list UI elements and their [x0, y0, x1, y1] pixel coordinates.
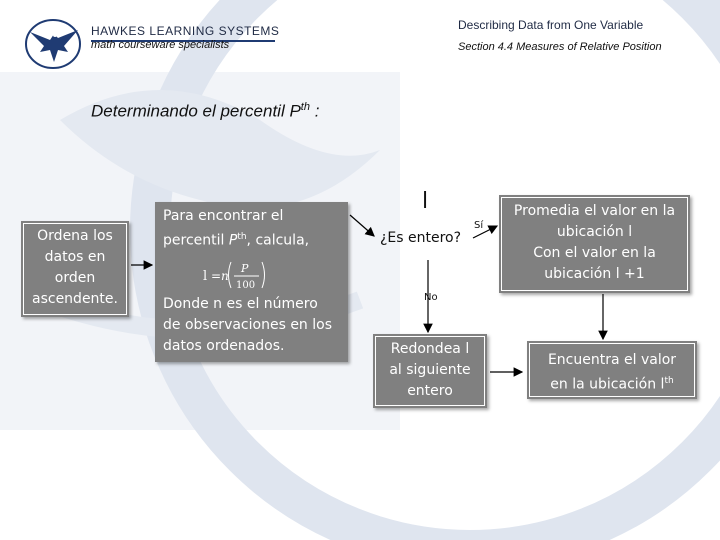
- slide-title-suffix: :: [309, 101, 320, 121]
- arrow-calc-to-decision: [350, 215, 374, 236]
- yes-label: Sí: [474, 220, 484, 231]
- slide-title-text: Determinando el percentil P: [91, 101, 301, 121]
- section-title: Section 4.4 Measures of Relative Position: [458, 41, 662, 53]
- step-order-text: Ordena los datos en orden ascendente.: [32, 228, 118, 307]
- no-label: No: [424, 292, 438, 303]
- formula-n: n: [221, 269, 229, 283]
- step-find-text: Encuentra el valor en la ubicación $l^{th}$: [547, 352, 677, 393]
- step-calculate-note: Donde n es el número de observaciones en los datos ordenados.: [163, 296, 332, 354]
- step-average-box: [499, 195, 690, 293]
- svg-text:=: =: [211, 269, 222, 283]
- step-find-box: [527, 341, 697, 399]
- step-order-box: [21, 221, 129, 317]
- step-round-text: Redondea l al siguiente entero: [389, 341, 471, 399]
- company-name: HAWKES LEARNING SYSTEMS: [91, 24, 280, 38]
- formula-100: 100: [236, 280, 256, 291]
- company-tagline: math courseware specialists: [91, 39, 230, 51]
- step-round-box: [373, 334, 487, 408]
- formula-p: P: [241, 262, 249, 275]
- step-calculate-text: Para encontrar el percentil $P^{th}$, calcula,: [163, 208, 310, 249]
- decision-text: ¿Es entero?: [380, 230, 462, 246]
- formula-l: l: [203, 269, 208, 284]
- topic-title: Describing Data from One Variable: [458, 18, 644, 32]
- step-average-text: Promedia el valor en la ubicación l Con el valor en la ubicación l +1: [513, 203, 676, 282]
- step-calculate-box: [155, 202, 348, 362]
- slide-title-sup: th: [300, 101, 310, 113]
- decision-mark: l: [422, 189, 429, 214]
- percentile-formula: [201, 258, 271, 292]
